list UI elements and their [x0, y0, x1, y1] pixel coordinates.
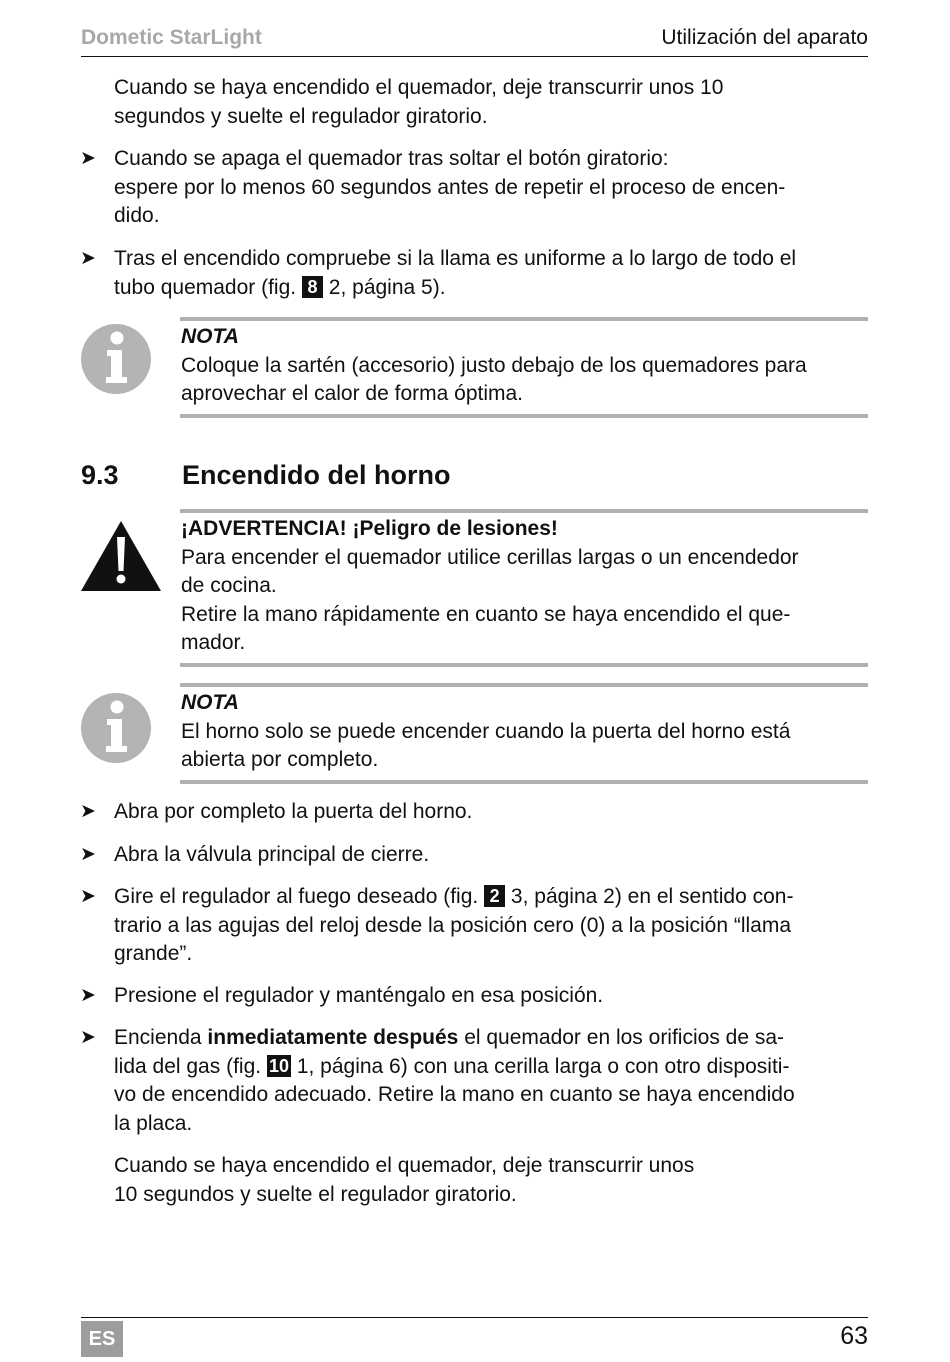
note-line: aprovechar el calor de forma óptima. [181, 382, 523, 405]
step-line [114, 1053, 866, 1082]
step-item [114, 245, 866, 302]
section-number: 9.3 [81, 460, 119, 490]
arrowhead-icon: ➤ [80, 148, 96, 169]
figure-reference: 2 [484, 885, 505, 907]
note-top-rule [180, 317, 868, 321]
step-item: Abra por completo la puerta del horno. [114, 800, 473, 823]
arrowhead-icon: ➤ [80, 248, 96, 269]
note-box [181, 689, 871, 775]
step-item: Presione el regulador y manténgalo en esa posición. [114, 984, 604, 1007]
intro-line: segundos y suelte el regulador giratorio. [114, 104, 488, 128]
arrowhead-icon: ➤ [80, 985, 96, 1006]
figure-reference: 8 [302, 276, 323, 298]
step-line: grande”. [114, 942, 193, 965]
step-line [114, 274, 866, 303]
step-text: 2, página 5). [328, 275, 446, 299]
intro-line: Cuando se haya encendido el quemador, deje transcurrir unos 10 [114, 76, 724, 99]
step-emphasis: inmediatamente después [207, 1026, 459, 1049]
step-line: dido. [114, 204, 160, 227]
warning-icon [80, 519, 162, 593]
warning-title: ¡ADVERTENCIA! ¡Peligro de lesiones! [181, 517, 558, 540]
header-divider [81, 56, 868, 57]
warning-line: mador. [181, 631, 246, 654]
section-title: Encendido del horno [182, 460, 451, 490]
step-line: la placa. [114, 1111, 193, 1135]
step-line: Cuando se apaga el quemador tras soltar el botón giratorio: [114, 147, 669, 170]
step-line: espere por lo menos 60 segundos antes de repetir el proceso de encen- [114, 175, 786, 199]
outro-line: 10 segundos y suelte el regulador giratorio. [114, 1182, 517, 1206]
step-line [114, 883, 866, 912]
info-icon [80, 692, 152, 764]
note-top-rule [180, 683, 868, 687]
note-title: NOTA [181, 691, 239, 714]
arrowhead-icon: ➤ [80, 801, 96, 822]
warning-top-rule [180, 509, 868, 513]
note-bottom-rule [180, 414, 868, 418]
outro-line: Cuando se haya encendido el quemador, deje transcurrir unos [114, 1154, 695, 1177]
info-icon [80, 323, 152, 395]
intro-paragraph [114, 74, 866, 131]
note-line: El horno solo se puede encender cuando la puerta del horno está [181, 719, 791, 743]
note-line: abierta por completo. [181, 748, 379, 771]
language-badge: ES [81, 1321, 123, 1357]
step-text: el quemador en los orificios de sa- [464, 1026, 785, 1049]
step-text: Gire el regulador al fuego deseado (fig. [114, 885, 479, 908]
header-brand: Dometic StarLight [81, 26, 262, 49]
figure-reference: 10 [268, 1055, 289, 1076]
arrowhead-icon: ➤ [80, 844, 96, 865]
warning-line: Para encender el quemador utilice cerillas largas o un encendedor [181, 545, 799, 569]
arrowhead-icon: ➤ [80, 886, 96, 907]
step-item [114, 145, 866, 231]
step-text: 1, página 6) con una cerilla larga o con otro dispositi- [296, 1054, 790, 1078]
page-number: 63 [840, 1322, 868, 1350]
step-line: Tras el encendido compruebe si la llama es uniforme a lo largo de todo el [114, 247, 797, 270]
header-section: Utilización del aparato [661, 26, 868, 49]
step-text: Encienda [114, 1026, 202, 1049]
step-text: 3, página 2) en el sentido con- [510, 885, 794, 908]
step-text: lida del gas (fig. [114, 1054, 262, 1078]
note-bottom-rule [180, 780, 868, 784]
step-text: tubo quemador (fig. [114, 275, 297, 299]
arrowhead-icon: ➤ [80, 1027, 96, 1048]
footer-divider [81, 1317, 868, 1318]
note-title: NOTA [181, 325, 239, 348]
step-line: vo de encendido adecuado. Retire la mano en cuanto se haya encendido [114, 1083, 795, 1106]
step-line [114, 1024, 866, 1053]
step-item [114, 1024, 866, 1138]
outro-paragraph [114, 1152, 866, 1209]
step-item: Abra la válvula principal de cierre. [114, 843, 430, 866]
warning-box [181, 515, 871, 658]
warning-line: Retire la mano rápidamente en cuanto se haya encendido el que- [181, 602, 791, 626]
warning-line: de cocina. [181, 574, 277, 597]
step-item [114, 883, 866, 969]
step-line: trario a las agujas del reloj desde la posición cero (0) a la posición “llama [114, 913, 792, 937]
note-box [181, 323, 871, 409]
note-line: Coloque la sartén (accesorio) justo debajo de los quemadores para [181, 353, 807, 377]
warning-bottom-rule [180, 663, 868, 667]
